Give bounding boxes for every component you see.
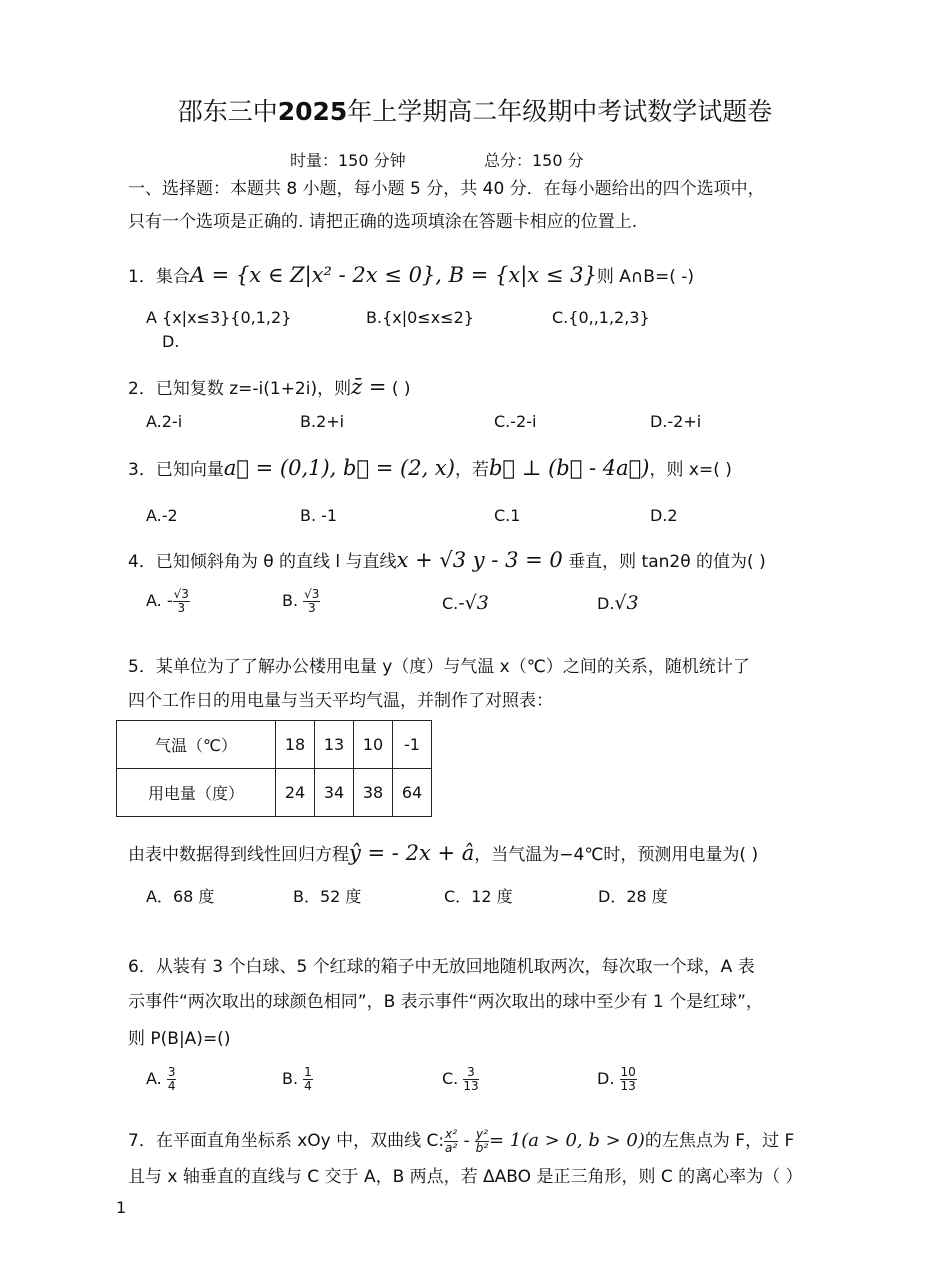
q6-option-d-fraction [620, 1066, 637, 1093]
q3-condition-formula: b⃗ ⊥ (b⃗ - 4a⃗) [488, 456, 650, 480]
q3-option-c: C.1 [494, 506, 521, 525]
q7-fraction-y [475, 1128, 489, 1155]
q2-option-c: C.-2-i [494, 412, 537, 431]
table-row-header: 用电量（度） [117, 769, 276, 817]
table-cell: 10 [354, 721, 393, 769]
q1-prefix: 1．集合 [128, 267, 190, 287]
page-number: 1 [116, 1198, 127, 1217]
q4-prefix: 4．已知倾斜角为 θ 的直线 l 与直线 [128, 552, 397, 572]
table-cell: 34 [315, 769, 354, 817]
q5-option-d: D．28 度 [598, 887, 668, 906]
q2-suffix: ( ) [391, 379, 411, 399]
fraction-denominator: 13 [463, 1079, 479, 1093]
q4-option-c-value: -√3 [458, 592, 489, 614]
title-suffix: 年上学期高二年级期中考试数学试题卷 [347, 97, 773, 126]
fraction-numerator: x² [445, 1126, 458, 1141]
q6-option-b-label: B. [282, 1069, 299, 1088]
table-row-header: 气温（℃） [117, 721, 276, 769]
question-6-line1: 6．从装有 3 个白球、5 个红球的箱子中无放回地随机取两次，每次取一个球，A 表 [128, 957, 755, 977]
q2-option-a: A.2-i [146, 412, 183, 431]
q4-option-d-label: D. [597, 594, 615, 613]
table-row [117, 769, 432, 817]
q2-option-d: D.-2+i [650, 412, 702, 431]
q6-option-c-label: C. [442, 1069, 459, 1088]
q1-option-d: D. [162, 332, 180, 351]
fraction-numerator: 1 [304, 1065, 312, 1079]
table-cell: 13 [315, 721, 354, 769]
q6-option-a [146, 1066, 176, 1093]
q1-option-a: A {x|x≤3}{0,1,2} [146, 308, 292, 327]
exam-title [0, 92, 950, 128]
fraction-denominator: b² [475, 1140, 489, 1155]
q1-sets-formula: A = {x ∈ Z|x² - 2x ≤ 0}, B = {x|x ≤ 3} [189, 263, 597, 287]
q2-prefix: 2．已知复数 z=-i(1+2i)，则 [128, 379, 352, 399]
q4-option-c-label: C. [442, 594, 459, 613]
q7-prefix: 7．在平面直角坐标系 xOy 中，双曲线 C: [128, 1131, 445, 1151]
q6-option-c-fraction [463, 1066, 478, 1093]
q7-suffix: 的左焦点为 F，过 F [644, 1131, 795, 1151]
q4-option-a-label: A. [146, 591, 162, 610]
q4-option-b-fraction [303, 588, 320, 615]
fraction-denominator: 3 [307, 601, 316, 615]
q3-mid: ，若 [454, 460, 489, 480]
q5-option-c: C．12 度 [444, 887, 513, 906]
fraction-numerator: 10 [620, 1065, 636, 1079]
q4-option-a-fraction [173, 588, 190, 615]
q6-option-a-fraction [167, 1066, 177, 1093]
q1-option-b: B.{x|0≤x≤2} [366, 308, 474, 327]
fraction-denominator: 4 [304, 1079, 312, 1093]
q3-vectors-formula: a⃗ = (0,1), b⃗ = (2, x) [223, 456, 455, 480]
q5-regression-formula: ŷ = - 2x + â [349, 841, 475, 865]
q4-option-c [442, 592, 489, 614]
exam-duration: 时量：150 分钟 [290, 151, 406, 170]
q3-option-a: A.-2 [146, 506, 178, 525]
q4-option-b-label: B. [282, 591, 299, 610]
table-cell: 24 [276, 769, 315, 817]
table-cell: -1 [393, 721, 432, 769]
q6-option-c [442, 1066, 479, 1093]
q3-suffix: ，则 x=( ) [649, 460, 732, 480]
q3-option-d: D.2 [650, 506, 678, 525]
question-5-line1: 5．某单位为了了解办公楼用电量 y（度）与气温 x（℃）之间的关系，随机统计了 [128, 657, 750, 677]
q5-option-b: B．52 度 [293, 887, 362, 906]
table-cell: 18 [276, 721, 315, 769]
q4-option-d [597, 592, 639, 614]
question-7-line2: 且与 x 轴垂直的直线与 C 交于 A，B 两点，若 ΔABO 是正三角形，则 C 的离心率为（ ） [128, 1167, 803, 1187]
question-2 [128, 374, 411, 399]
fraction-numerator: 3 [463, 1066, 478, 1080]
question-1 [128, 262, 694, 287]
question-5-regression [128, 840, 758, 865]
fraction-denominator: a² [445, 1140, 458, 1155]
question-4 [128, 547, 766, 572]
exam-total-score: 总分：150 分 [484, 151, 584, 170]
q5-reg-suffix: ，当气温为−4℃时，预测用电量为( ) [474, 845, 759, 865]
q6-option-b [282, 1066, 313, 1093]
question-5-line2: 四个工作日的用电量与当天平均气温，并制作了对照表： [128, 691, 553, 711]
q2-zbar-formula: z̄ = [351, 375, 387, 399]
q4-option-b [282, 588, 320, 615]
q6-option-a-label: A. [146, 1069, 162, 1088]
fraction-numerator: y² [476, 1126, 488, 1141]
fraction-denominator: 13 [620, 1079, 636, 1093]
fraction-denominator: 4 [167, 1079, 176, 1093]
q3-prefix: 3．已知向量 [128, 460, 224, 480]
section-instructions-line1: 一、选择题：本题共 8 小题，每小题 5 分，共 40 分．在每小题给出的四个选项中， [128, 179, 765, 199]
q5-reg-prefix: 由表中数据得到线性回归方程 [128, 845, 349, 865]
table-row [117, 721, 432, 769]
temperature-electricity-table [116, 720, 432, 817]
q1-suffix: 则 A∩B=( -) [596, 267, 694, 287]
fraction-numerator: √3 [304, 587, 320, 601]
q4-option-a-sign: - [166, 591, 173, 610]
title-year: 2025 [277, 97, 348, 126]
q6-option-d [597, 1066, 637, 1093]
q1-option-c: C.{0,,1,2,3} [552, 308, 650, 327]
q5-option-a: A．68 度 [146, 887, 215, 906]
q6-option-d-label: D. [597, 1069, 615, 1088]
question-3 [128, 455, 732, 480]
fraction-denominator: 3 [177, 601, 186, 615]
fraction-numerator: √3 [173, 587, 189, 601]
question-6-line2: 示事件“两次取出的球颜色相同”，B 表示事件“两次取出的球中至少有 1 个是红球”， [128, 992, 763, 1012]
q7-fraction-x [444, 1128, 458, 1155]
table-cell: 64 [393, 769, 432, 817]
q4-option-d-value: √3 [614, 592, 639, 614]
q4-suffix: 垂直，则 tan2θ 的值为( ) [568, 552, 766, 572]
q6-option-b-fraction [303, 1066, 313, 1093]
question-6-line3: 则 P(B|A)=() [128, 1029, 231, 1049]
q4-option-a [146, 588, 190, 615]
q3-option-b: B. -1 [300, 506, 338, 525]
section-instructions-line2: 只有一个选项是正确的. 请把正确的选项填涂在答题卡相应的位置上. [128, 212, 638, 232]
fraction-numerator: 3 [167, 1065, 176, 1079]
q2-option-b: B.2+i [300, 412, 345, 431]
question-7: 7．在平面直角坐标系 xOy 中，双曲线 C: $\frac{\text{x²}}{\text{a²}}$ - $\frac{\text{y²}}{\text{b²}}$ = 1(a > 0, b > 0)的左焦点为 F，过 F [128, 1126, 795, 1155]
title-prefix: 邵东三中 [177, 97, 278, 126]
q4-line-equation: x + √3 y - 3 = 0 [396, 548, 563, 572]
q7-equation-rest: = 1(a > 0, b > 0) [488, 1130, 645, 1151]
table-cell: 38 [354, 769, 393, 817]
